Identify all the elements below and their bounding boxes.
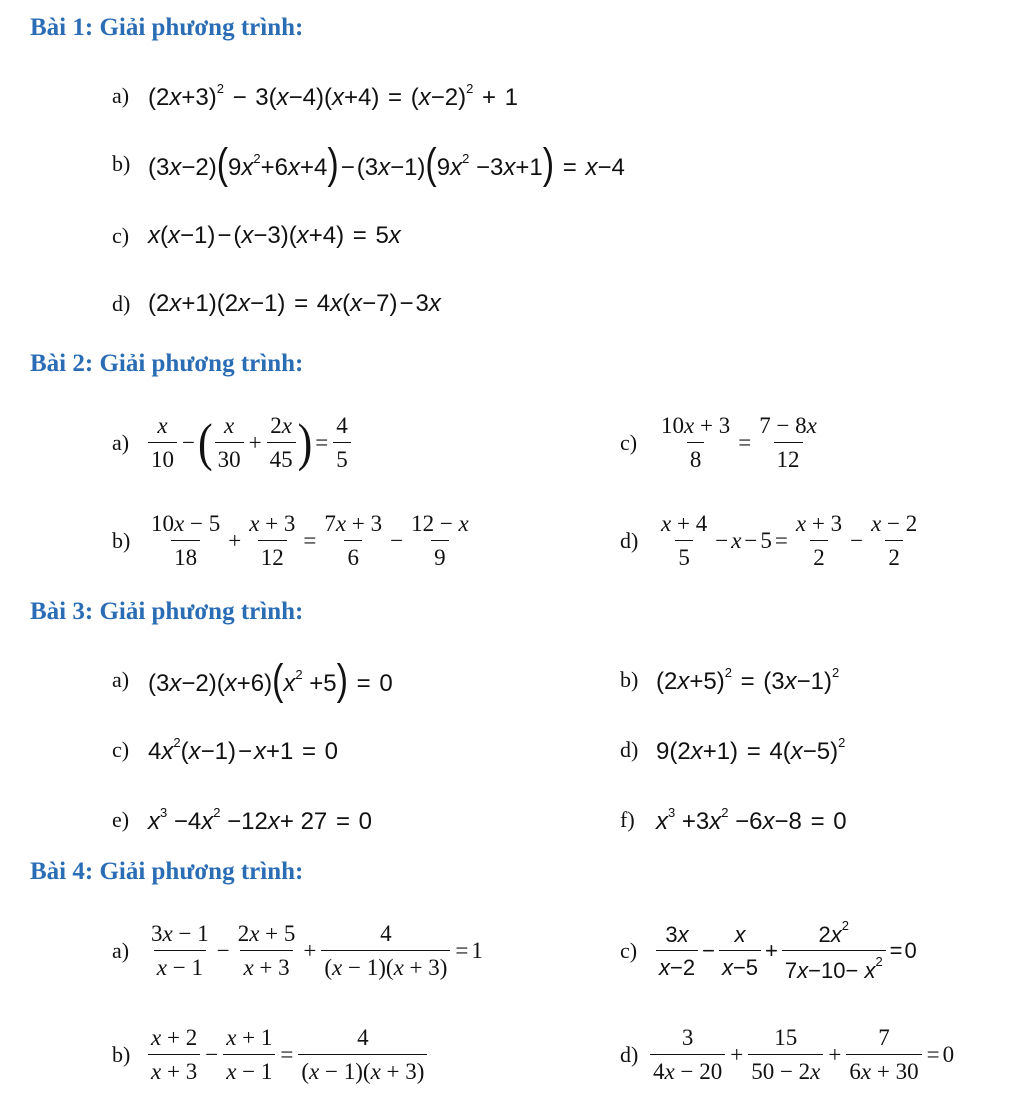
bai-3c-equation: c) $4x^2(x-1)-x+1 = 0$ (112, 734, 339, 765)
bai-1d-equation: d) (2x+1)(2x−1) = 4x(x−7)−3x (112, 290, 441, 317)
bai-3b-equation: b) $(2x+5)^2 = (3x-1)^2$ (620, 664, 840, 695)
bai-2c-equation: c) $\frac{10x + 3}{8}$ = $\frac{7 - 8x}{12}$ (620, 412, 817, 472)
label: d) (112, 291, 131, 316)
bai-2-heading: Bài 2: Giải phương trình: (30, 350, 304, 377)
bai-3a-equation: a) $(3x-2)(x+6)(x^2 +5) = 0$ (112, 655, 393, 704)
label: d) (620, 1042, 639, 1067)
bai-2b-equation: b) $\frac{10x - 5}{18}$ + $\frac{x + 3}{12}$ = $\frac{7x + 3}{6}$ − $\frac{12 - x}{9}$ (112, 510, 469, 570)
label: b) (112, 1042, 131, 1067)
bai-4a-equation: a) $\frac{3x - 1}{x - 1}$ − $\frac{2x + 5}{x + 3}$ + $\frac{4}{(x - 1)(x + 3)}$ = 1 (112, 920, 483, 980)
label: d) (620, 737, 639, 762)
bai-3-heading: Bài 3: Giải phương trình: (30, 598, 304, 625)
label: e) (112, 807, 130, 832)
label: a) (112, 938, 130, 963)
bai-1a-equation: a) $(2x+3)^2 - 3(x-4)(x+4) = (x-2)^2 + 1$ (112, 80, 519, 111)
bai-4c-equation: c) $\frac{3x}{x-2}$ − $\frac{x}{x-5}$ + $\frac{2x^2}{7x-10- x^2}$ = 0 (620, 917, 917, 983)
bai-1c-equation: c) x(x−1)−(x−3)(x+4) = 5x (112, 222, 401, 249)
label: a) (112, 430, 130, 455)
label: d) (620, 528, 639, 553)
label: b) (112, 528, 131, 553)
label: c) (112, 737, 130, 762)
label: c) (112, 223, 130, 248)
label: b) (620, 667, 639, 692)
label: c) (620, 938, 638, 963)
label: a) (112, 667, 130, 692)
label: b) (112, 151, 131, 176)
bai-1b-equation: b) $(3x-2)(9x^2+6x+4)-(3x-1)(9x^2 -3x+1) = x-4$ (112, 139, 625, 188)
bai-4-heading: Bài 4: Giải phương trình: (30, 858, 304, 885)
label: a) (112, 83, 130, 108)
bai-3f-equation: f) $x^3 +3x^2 -6x-8 = 0$ (620, 804, 847, 835)
bai-3e-equation: e) $x^3 -4x^2 -12x+ 27 = 0$ (112, 804, 372, 835)
bai-4b-equation: b) $\frac{x + 2}{x + 3}$ − $\frac{x + 1}{x - 1}$ = $\frac{4}{(x - 1)(x + 3)}$ (112, 1020, 429, 1090)
label: c) (620, 430, 638, 455)
label: f) (620, 807, 635, 832)
bai-2d-equation: d) $\frac{x + 4}{5}$ − x − 5 = $\frac{x + 3}{2}$ − $\frac{x - 2}{2}$ (620, 510, 918, 570)
bai-4d-equation: d) $\frac{3}{4x - 20}$ + $\frac{15}{50 - 2x}$ + $\frac{7}{6x + 30}$ = 0 (620, 1024, 955, 1084)
bai-2a-equation: a) $\frac{x}{10}$ − ( $\frac{x}{30}$ + $\frac{2x}{45}$ ) = $\frac{4}{5}$ (112, 408, 353, 478)
bai-3d-equation: d) $9(2x+1) = 4(x-5)^2$ (620, 734, 846, 765)
bai-1-heading: Bài 1: Giải phương trình: (30, 14, 304, 41)
